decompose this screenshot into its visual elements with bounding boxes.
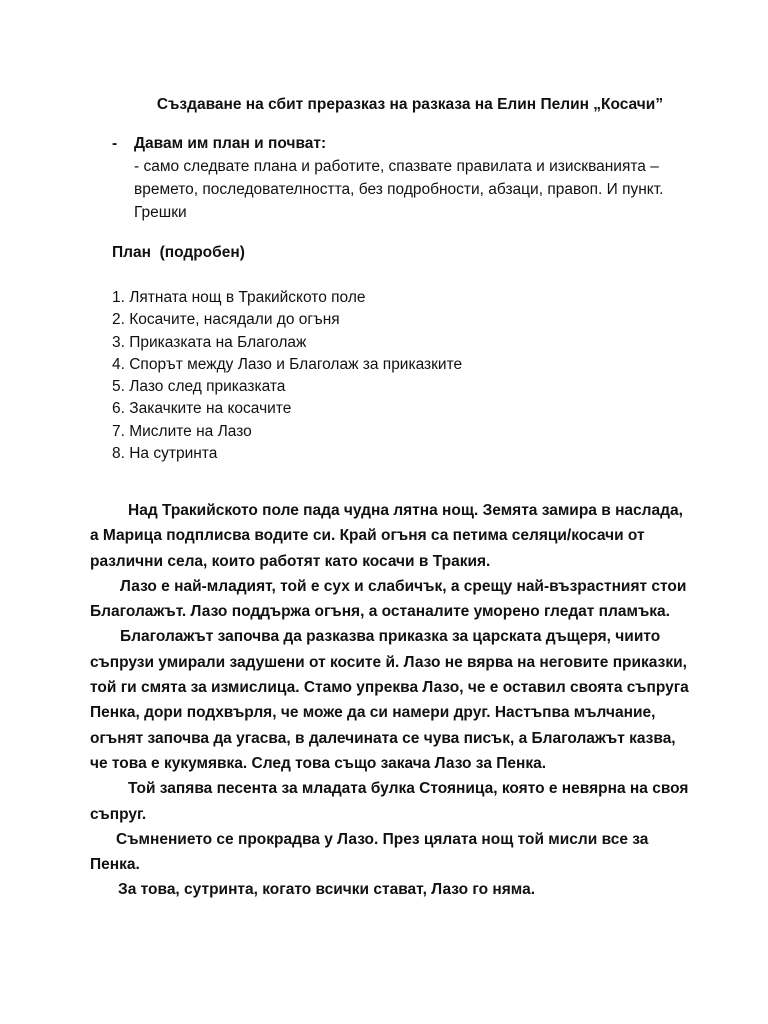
- plan-title: План (подробен): [112, 244, 245, 261]
- paragraph: Той запява песента за младата булка Стояница, която е невярна на своя съпруг.: [90, 780, 689, 823]
- plan-item: 4. Спорът между Лазо и Благолаж за приказките: [112, 355, 463, 373]
- plan-item: 2. Косачите, насядали до огъня: [112, 311, 340, 329]
- plan-item: 8. На сутринта: [112, 445, 218, 463]
- instructions-heading: Давам им план и почват:: [134, 135, 327, 152]
- paragraph: Благолажът започва да разказва приказка за царската дъщеря, чиито съпрузи умирали задушени от косите й. Лазо не вярва на неговите приказки, той ги смята за измислица. Стамо упреква Лазо, че е оставил своята съпруга Пенка, дори подхвърля, че може да си намери друг. Настъпва мълчание, огънят започва да угасва, в далечината се чува писък, а Благолажът казва, че това е кукумявка. След това също закача Лазо за Пенка.: [90, 628, 689, 772]
- instructions-body: - само следвате плана и работите, спазвате правилата и изискванията – времето, последователността, без подробности, абзаци, правоп. И пункт. Грешки: [134, 158, 664, 221]
- document-title: Създаване на сбит преразказ на разказа на Елин Пелин „Косачи”: [156, 96, 664, 113]
- plan-item: 7. Мислите на Лазо: [112, 422, 252, 440]
- instructions-heading-row: [112, 132, 672, 155]
- plan-item: 1. Лятната нощ в Тракийското поле: [112, 289, 366, 306]
- paragraph: Над Тракийското поле пада чудна лятна нощ. Земята замира в наслада, а Марица подплисва водите си. Край огъня са петима селяци/косачи от различни села, които работят като косачи в Тракия.: [90, 502, 683, 570]
- retelling-text: [90, 498, 690, 903]
- bullet-dash: -: [112, 135, 118, 152]
- plan-item: 6. Закачките на косачите: [112, 400, 292, 418]
- plan-list: [112, 287, 462, 465]
- instructions-block: [112, 132, 672, 224]
- paragraph: Съмнението се прокрадва у Лазо. През цялата нощ той мисли все за Пенка.: [90, 830, 649, 874]
- plan-item: 5. Лазо след приказката: [112, 378, 286, 396]
- plan-item: 3. Приказката на Благолаж: [112, 333, 307, 351]
- paragraph: Лазо е най-младият, той е сух и слабичък, а срещу най-възрастният стои Благолажът. Лазо поддържа огъня, а останалите уморено гледат пламъка.: [90, 577, 687, 621]
- paragraph: За това, сутринта, когато всички стават, Лазо го няма.: [118, 881, 535, 899]
